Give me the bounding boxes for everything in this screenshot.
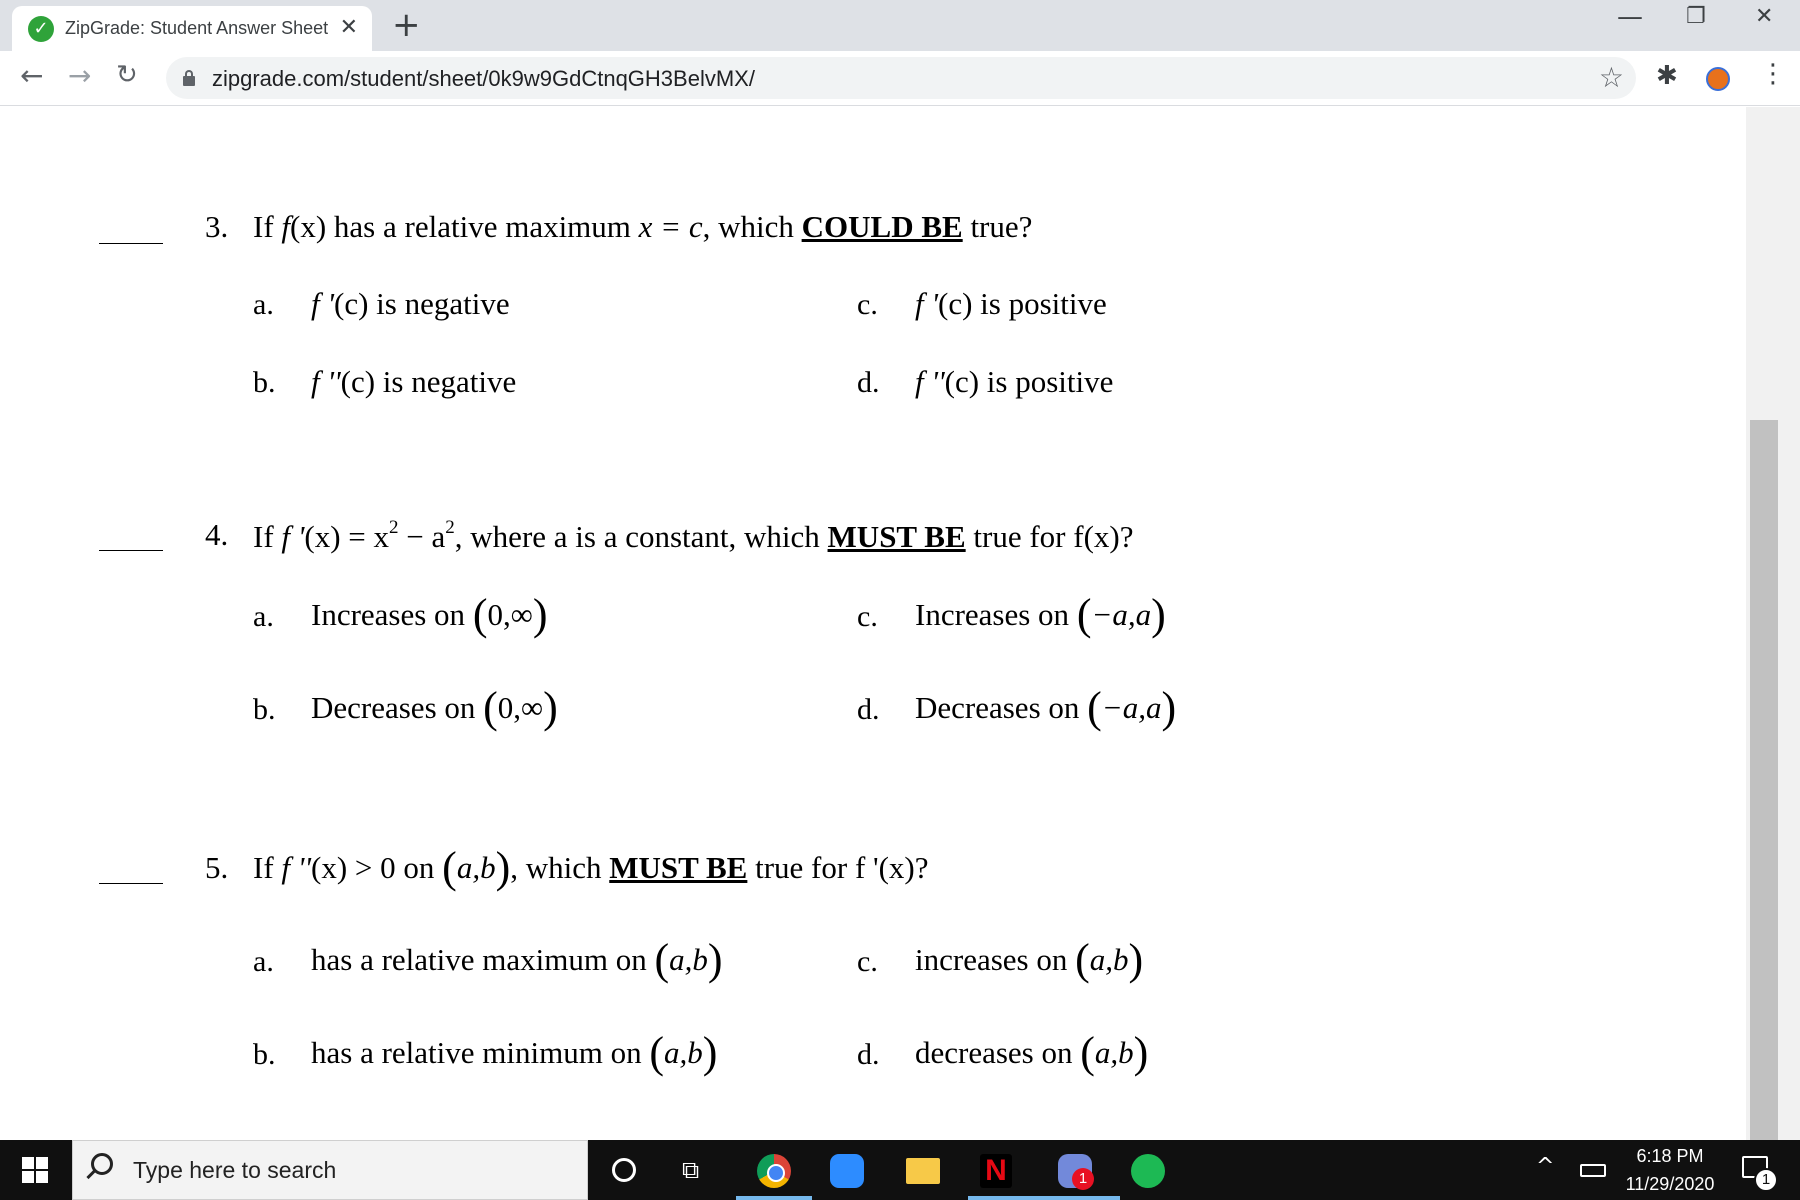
option-label: c. xyxy=(857,288,878,321)
question-number: 5. xyxy=(205,850,229,885)
tab-title: ZipGrade: Student Answer Sheet xyxy=(65,18,329,38)
option-label: d. xyxy=(857,693,880,726)
answer-blank-q5 xyxy=(99,883,163,884)
option-5d: decreases on (a,b) xyxy=(915,1028,1149,1077)
chrome-app-icon[interactable] xyxy=(757,1154,791,1188)
option-label: b. xyxy=(253,693,276,726)
option-label: d. xyxy=(857,1038,880,1071)
netflix-app-icon[interactable]: N xyxy=(980,1154,1012,1188)
question-4-text: If f '$(x) = x^2 - a^2$, where a is a constant, which MUST BE true for f(x)? xyxy=(253,517,1134,554)
search-placeholder: Type here to search xyxy=(133,1157,337,1183)
answer-blank-q3 xyxy=(99,243,163,244)
option-3d: f ''(c) is positive xyxy=(915,364,1114,399)
search-icon xyxy=(91,1153,113,1175)
active-app-indicator xyxy=(1044,1196,1120,1200)
option-label: a. xyxy=(253,600,274,633)
option-label: b. xyxy=(253,366,276,399)
answer-blank-q4 xyxy=(99,550,163,551)
kebab-menu-icon[interactable]: ⋮ xyxy=(1760,59,1786,89)
windows-taskbar xyxy=(0,1140,1800,1200)
option-4d: Decreases on (−a,a) xyxy=(915,683,1177,732)
back-arrow-icon[interactable]: ← xyxy=(20,59,44,92)
option-5b: has a relative minimum on (a,b) xyxy=(311,1028,718,1077)
discord-badge: 1 xyxy=(1072,1168,1094,1190)
option-4c: Increases on (−a,a) xyxy=(915,590,1166,639)
option-4a: Increases on (0,∞) xyxy=(311,590,548,639)
extensions-puzzle-icon[interactable]: ✱ xyxy=(1656,61,1678,91)
minimize-icon[interactable]: — xyxy=(1617,2,1643,32)
clock-time[interactable]: 6:18 PM xyxy=(1636,1146,1704,1166)
windows-start-icon[interactable] xyxy=(22,1157,48,1183)
zoom-app-icon[interactable] xyxy=(830,1154,864,1188)
active-app-indicator xyxy=(736,1196,812,1200)
question-5-text: If f ''(x) > 0 on (a,b), which MUST BE true for f '(x)? xyxy=(253,843,929,892)
new-tab-plus-icon[interactable]: + xyxy=(392,5,421,45)
option-3c: f '(c) is positive xyxy=(915,286,1107,321)
file-explorer-icon[interactable] xyxy=(906,1158,940,1184)
option-4b: Decreases on (0,∞) xyxy=(311,683,558,732)
tab-close-icon[interactable]: ✕ xyxy=(339,15,358,40)
tab-strip xyxy=(0,0,1800,51)
cortana-circle-icon[interactable] xyxy=(612,1158,636,1182)
option-label: c. xyxy=(857,945,878,978)
forward-arrow-icon[interactable]: → xyxy=(68,59,92,92)
option-label: c. xyxy=(857,600,878,633)
task-view-icon[interactable]: ⧉ xyxy=(682,1156,700,1184)
show-hidden-icons-chevron-icon[interactable]: ^ xyxy=(1536,1154,1555,1179)
answer-sheet-page xyxy=(0,107,1746,1140)
option-label: a. xyxy=(253,288,274,321)
keyword: COULD BE xyxy=(801,209,963,244)
option-5a: has a relative maximum on (a,b) xyxy=(311,935,723,984)
keyword: MUST BE xyxy=(609,850,748,885)
scrollbar-thumb[interactable] xyxy=(1750,420,1778,1140)
question-number: 3. xyxy=(205,209,229,244)
lock-icon[interactable] xyxy=(183,70,195,86)
option-label: a. xyxy=(253,945,274,978)
option-label: b. xyxy=(253,1038,276,1071)
url-text[interactable]: zipgrade.com/student/sheet/0k9w9GdCtnqGH3BelvMX/ xyxy=(212,66,755,91)
taskbar-search-box[interactable] xyxy=(72,1140,588,1200)
spotify-app-icon[interactable] xyxy=(1131,1154,1165,1188)
bookmark-star-icon[interactable]: ☆ xyxy=(1598,61,1624,94)
question-number: 4. xyxy=(205,517,229,552)
notification-badge: 1 xyxy=(1754,1168,1778,1192)
option-3b: f ''(c) is negative xyxy=(311,364,517,399)
clock-date[interactable]: 11/29/2020 xyxy=(1625,1174,1715,1194)
question-3-text: If f(x) has a relative maximum x = c, which COULD BE true? xyxy=(253,209,1033,244)
option-label: d. xyxy=(857,366,880,399)
browser-toolbar xyxy=(0,51,1800,106)
option-5c: increases on (a,b) xyxy=(915,935,1144,984)
zipgrade-check-icon: ✓ xyxy=(28,16,54,42)
browser-tab[interactable] xyxy=(12,6,372,51)
profile-avatar-icon[interactable] xyxy=(1706,67,1730,91)
option-3a: f '(c) is negative xyxy=(311,286,510,321)
window-close-icon[interactable]: ✕ xyxy=(1755,4,1774,29)
keyword: MUST BE xyxy=(827,519,966,554)
address-bar[interactable] xyxy=(166,57,1636,99)
reload-icon[interactable]: ↻ xyxy=(116,60,138,90)
active-app-indicator xyxy=(968,1196,1044,1200)
restore-icon[interactable]: ❐ xyxy=(1686,4,1706,29)
